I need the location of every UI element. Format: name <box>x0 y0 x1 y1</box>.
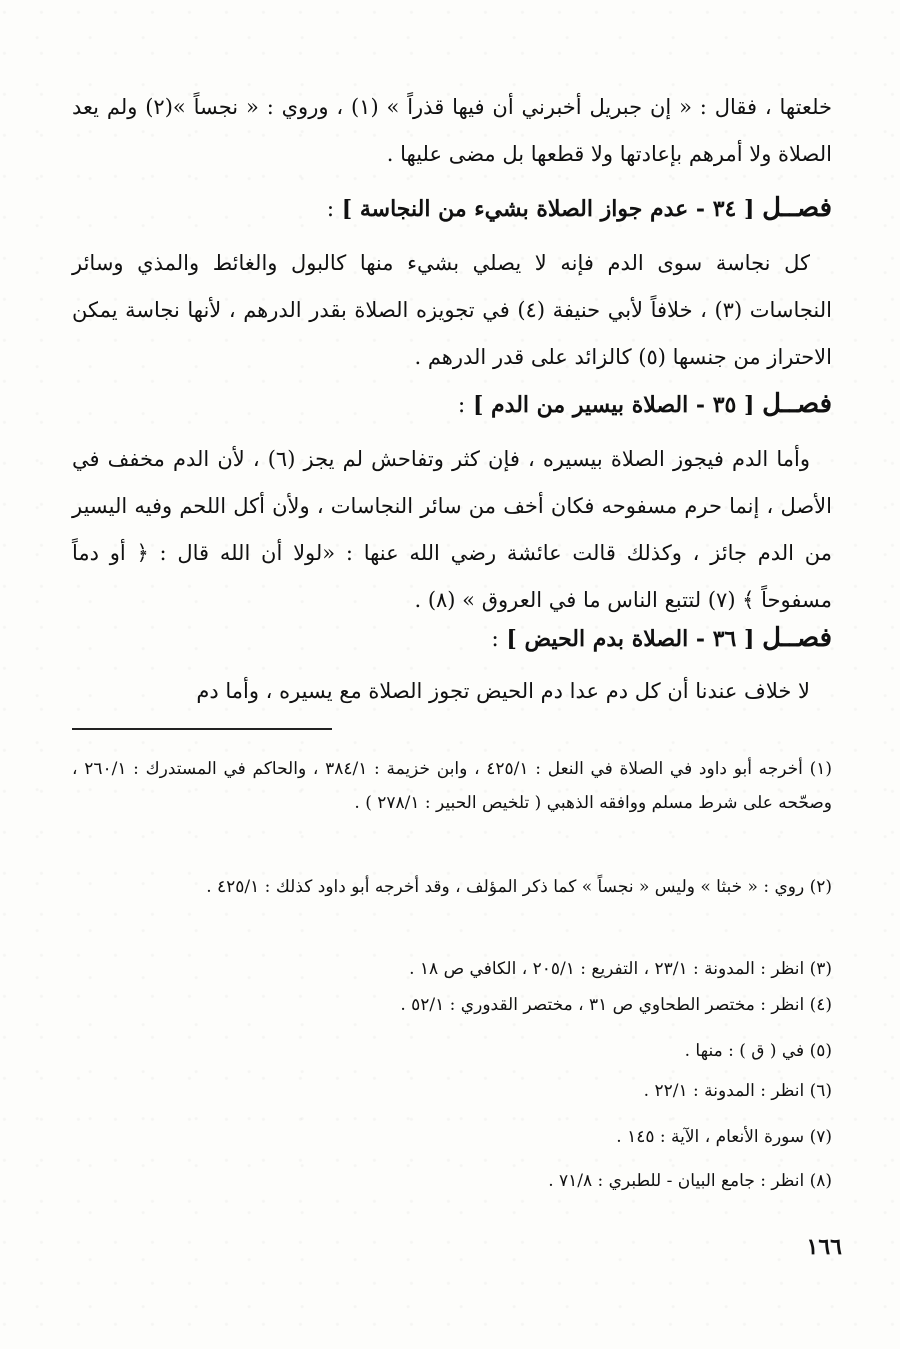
footnote-5: (٥) في ( ق ) : منها . <box>684 1041 832 1061</box>
footnote-7: (٧) سورة الأنعام ، الآية : ١٤٥ . <box>616 1127 832 1147</box>
footnote-6: (٦) انظر : المدونة : ٢٢/١ . <box>643 1081 832 1101</box>
heading-title: [ ٣٤ - عدم جواز الصلاة بشيء من النجاسة ] <box>341 196 755 222</box>
heading-fasl-word: فصــل <box>762 623 832 653</box>
paragraph-continuation: خلعتها ، فقال : « إن جبريل أخبرني أن فيها قذراً » (١) ، وروي : « نجساً »(٢) ولم يعد الصلاة ولا أمرهم بإعادتها ولا قطعها بل مضى عليها . <box>72 95 832 166</box>
footnote-2: (٢) روي : « خبثا » وليس « نجساً » كما ذكر المؤلف ، وقد أخرجه أبو داود كذلك : ٤٢٥/١ . <box>206 877 832 897</box>
paragraph-blood-text: وأما الدم فيجوز الصلاة بيسيره ، فإن كثر وتفاحش لم يجز (٦) ، لأن الدم مخفف في الأصل ، إنما حرم مسفوحه فكان أخف من سائر النجاسات ، ولأن أكل اللحم وفيه اليسير من الدم جائز ، وكذلك قالت عائشة رضي الله عنها : «لولا أن الله قال : ﴿ أو دماً مسفوحاً ﴾ (٧) لتتبع الناس ما في العروق » (٨) . <box>72 447 832 612</box>
heading-title: [ ٣٦ - الصلاة بدم الحيض ] <box>506 626 755 652</box>
paragraph-menstrual-text: لا خلاف عندنا أن كل دم عدا دم الحيض تجوز الصلاة مع يسيره ، وأما دم <box>196 679 810 703</box>
heading-colon: : <box>326 197 335 222</box>
heading-title: [ ٣٥ - الصلاة بيسير من الدم ] <box>472 392 755 418</box>
section-heading-34 <box>72 188 832 230</box>
paragraph-menstrual <box>72 668 832 715</box>
footnote-separator <box>72 728 332 730</box>
footnote-4: (٤) انظر : مختصر الطحاوي ص ٣١ ، مختصر القدوري : ٥٢/١ . <box>400 995 832 1015</box>
footnote-1: (١) أخرجه أبو داود في الصلاة في النعل : ٤٢٥/١ ، وابن خزيمة : ٣٨٤/١ ، والحاكم في المستدرك : ٢٦٠/١ ، وصحّحه على شرط مسلم ووافقه الذهبي ( تلخيص الحبير : ٢٧٨/١ ) . <box>72 759 833 813</box>
paragraph-impurity-text: كل نجاسة سوى الدم فإنه لا يصلي بشيء منها كالبول والغائط والمذي وسائر النجاسات (٣) ، خلافاً لأبي حنيفة (٤) في تجويزه الصلاة بقدر الدرهم ، لأنها نجاسة يمكن الاحتراز من جنسها (٥) كالزائد على قدر الدرهم . <box>72 251 833 369</box>
section-heading-35 <box>72 384 832 426</box>
heading-fasl-word: فصــل <box>762 193 832 223</box>
page-number: ١٦٦ <box>806 1234 842 1260</box>
paragraph-blood <box>72 436 832 624</box>
heading-colon: : <box>491 627 499 652</box>
heading-colon: : <box>457 393 466 418</box>
heading-fasl-word: فصــل <box>762 389 832 419</box>
footnote-3: (٣) انظر : المدونة : ٢٣/١ ، التفريع : ٢٠٥/١ ، الكافي ص ١٨ . <box>409 959 832 979</box>
section-heading-36 <box>72 618 832 660</box>
paragraph-impurity <box>72 240 832 381</box>
footnote-8: (٨) انظر : جامع البيان - للطبري : ٧١/٨ . <box>548 1171 832 1191</box>
